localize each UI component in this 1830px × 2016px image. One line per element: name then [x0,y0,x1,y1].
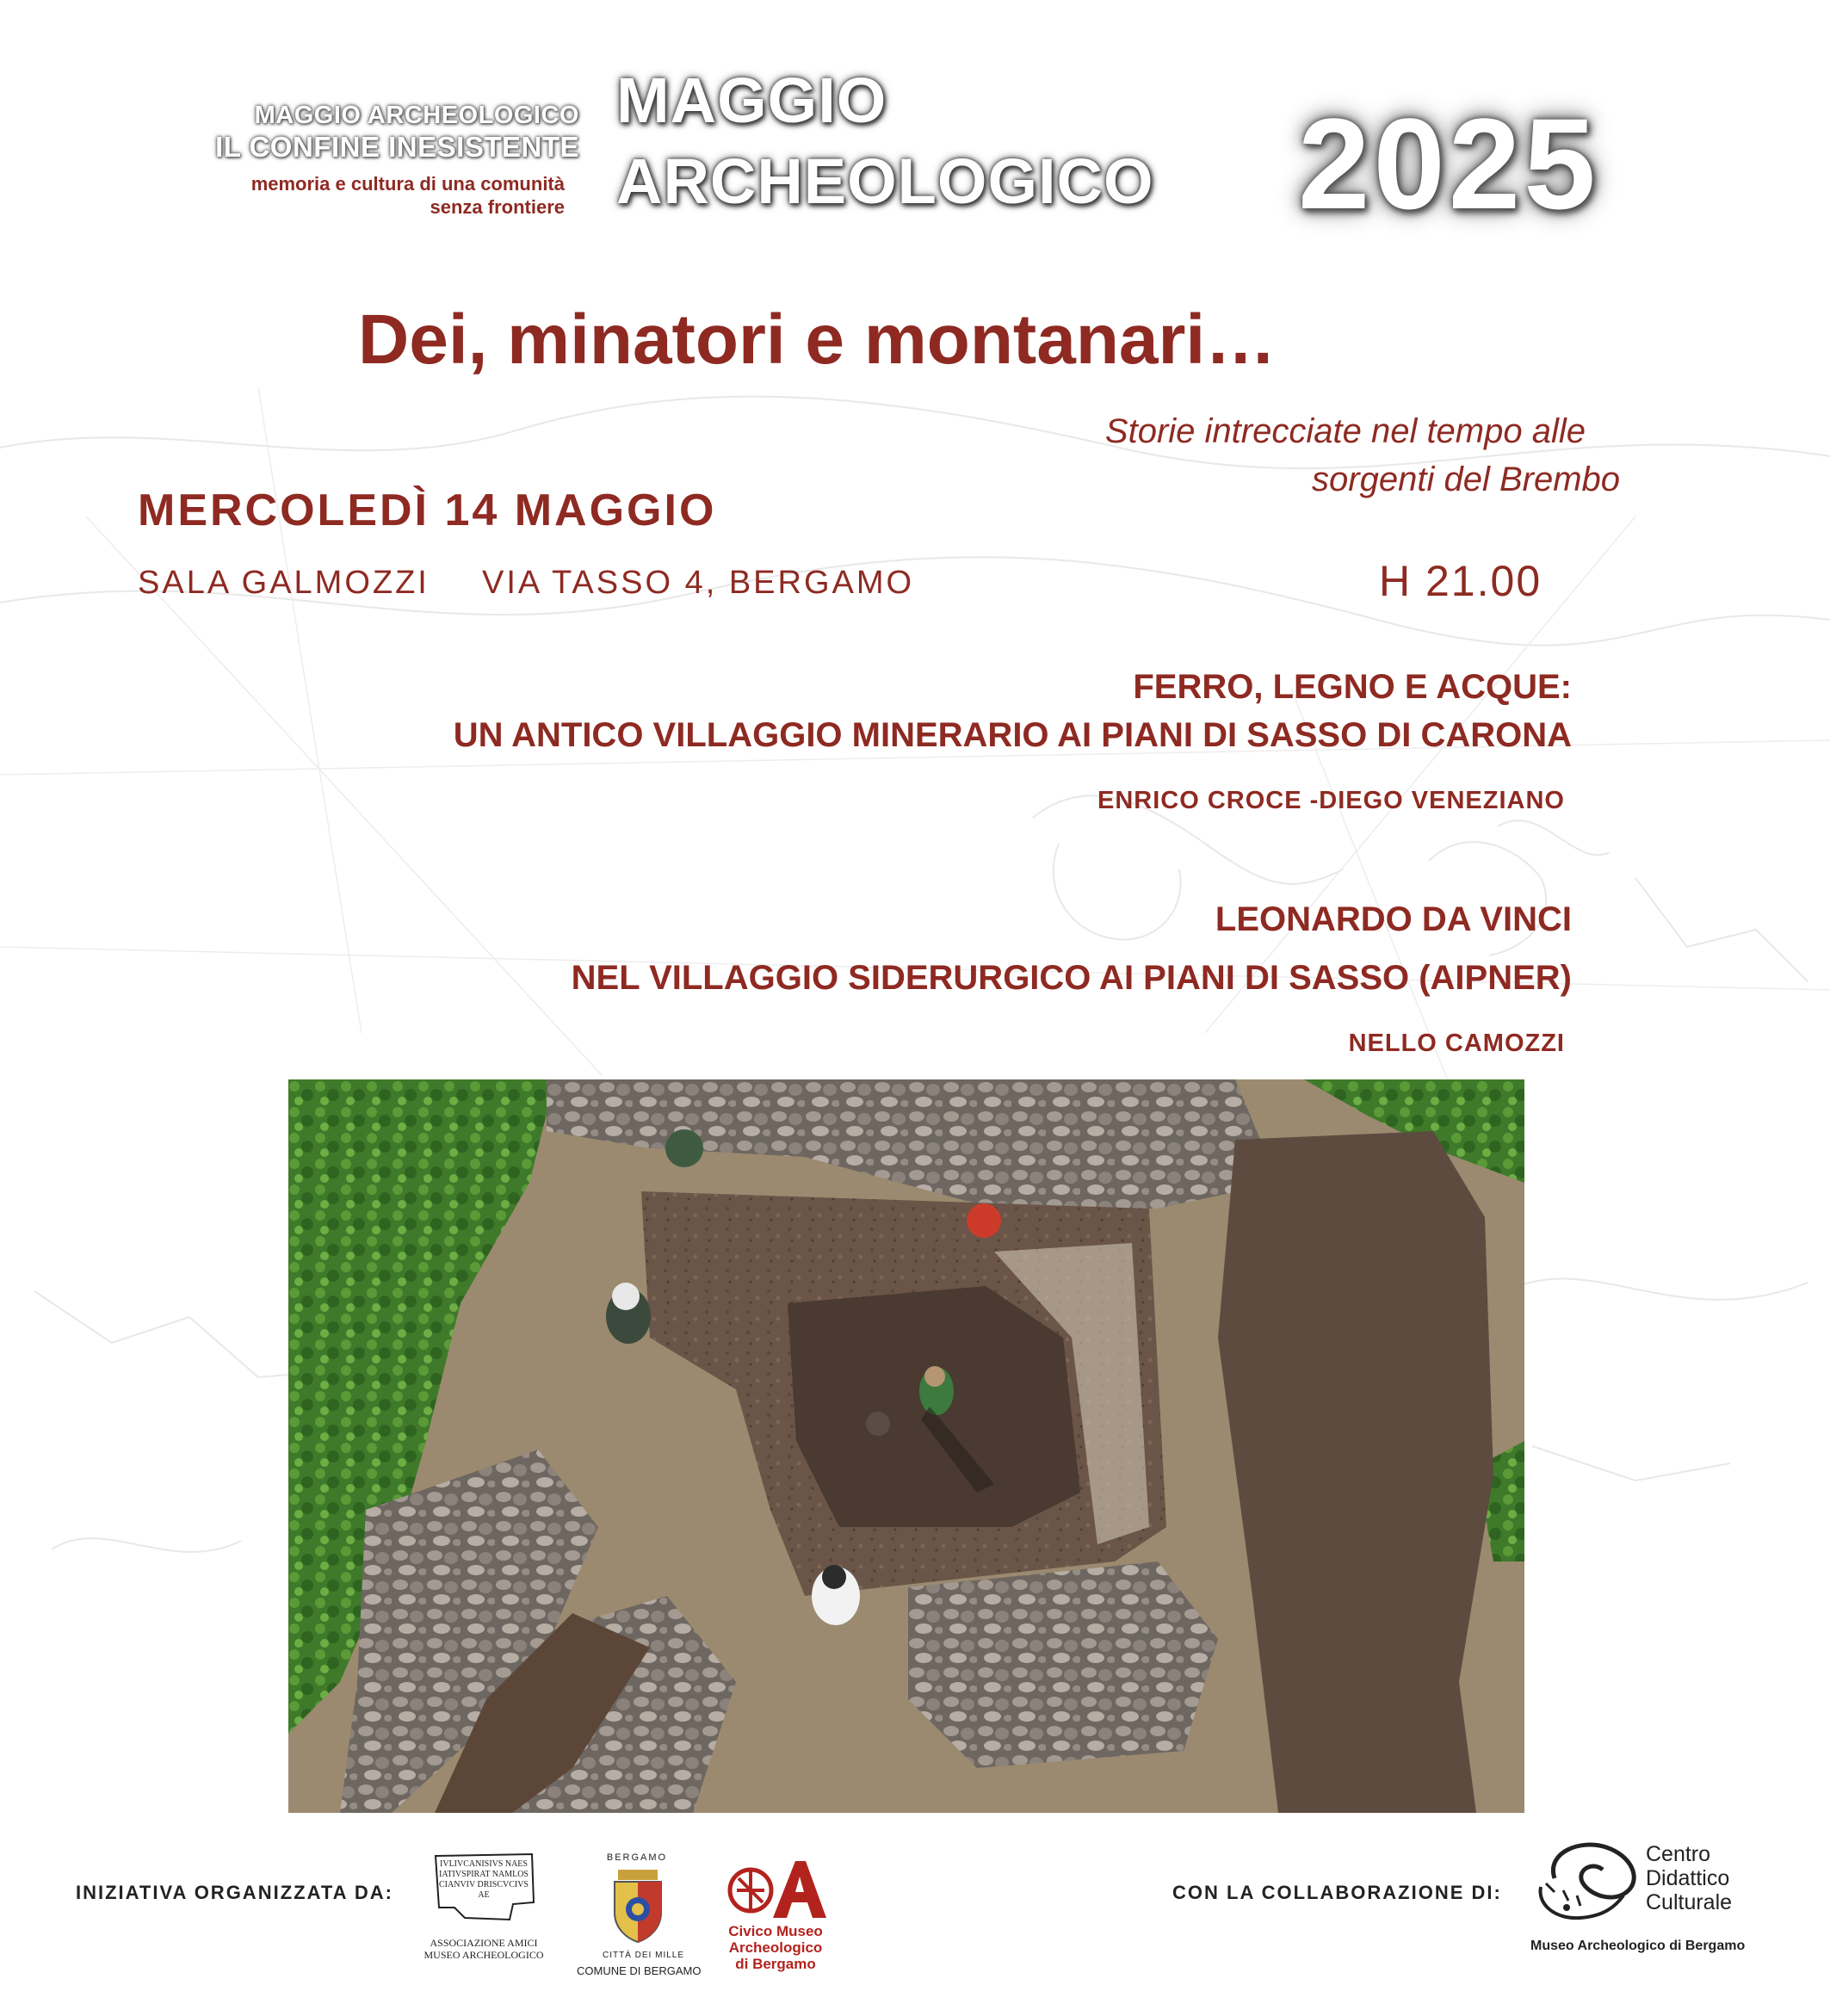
cdc-caption: Museo Archeologico di Bergamo [1530,1939,1746,1953]
coat-of-arms-icon [606,1868,670,1945]
header-big-maggio: MAGGIO [616,65,887,136]
museo-emblem-icon [720,1856,832,1921]
talk-1-title-1: FERRO, LEGNO E ACQUE: [1133,668,1572,706]
bergamo-logo-top: BERGAMO [606,1852,668,1863]
cdc-logo-graphic [1529,1835,1649,1930]
event-time: H 21.00 [1379,557,1543,605]
talk-2-title-1: LEONARDO DA VINCI [1215,900,1572,938]
museo-name-2: Archeologico [728,1939,823,1956]
event-address: VIA TASSO 4, BERGAMO [482,565,915,601]
amici-logo-inscription: IVLIVCANISIVS NAESIATIVSPIRAT NAMLOSCIANVIV DRISCVCIVSAE [439,1859,529,1900]
amici-logo-caption-2: MUSEO ARCHEOLOGICO [423,1949,544,1961]
event-subtitle-1: Storie intrecciate nel tempo alle [1104,412,1586,450]
civico-museo-logo [720,1856,832,1921]
header-small-title-2: IL CONFINE INESISTENTE [215,131,579,163]
organized-by-label: INIZIATIVA ORGANIZZATA DA: [76,1882,393,1903]
museo-name-3: di Bergamo [735,1956,816,1972]
event-subtitle-2: sorgenti del Brembo [1312,461,1620,498]
museo-name-1: Civico Museo [728,1923,823,1939]
amici-logo-caption-1: ASSOCIAZIONE AMICI [430,1937,538,1949]
header-tagline-2: senza frontiere [430,196,565,218]
excavation-photo [288,1079,1524,1813]
cdc-name-2: Didattico [1646,1866,1730,1890]
bergamo-logo-bottom: CITTÀ DEI MILLE [603,1951,685,1960]
header-small-title-1: MAGGIO ARCHEOLOGICO [254,102,579,129]
talk-2-title-2: NEL VILLAGGIO SIDERURGICO AI PIANI DI SASSO (AIPNER) [571,959,1572,997]
amici-museo-logo [430,1851,537,1937]
event-date: MERCOLEDÌ 14 MAGGIO [138,485,717,535]
talk-1-title-2: UN ANTICO VILLAGGIO MINERARIO AI PIANI DI SASSO DI CARONA [453,716,1572,754]
ram-head-icon [1529,1835,1649,1930]
bergamo-coat-of-arms [606,1868,670,1945]
header-tagline-1: memoria e cultura di una comunità [250,173,565,195]
talk-1-speakers: ENRICO CROCE -DIEGO VENEZIANO [1097,787,1565,814]
event-venue: SALA GALMOZZI [138,565,430,601]
header-year: 2025 [1298,91,1599,236]
cdc-name-1: Centro [1646,1842,1711,1866]
bergamo-logo-caption: COMUNE DI BERGAMO [577,1964,702,1977]
header-big-archeologico: ARCHEOLOGICO [616,145,1154,217]
excavation-illustration [288,1079,1524,1813]
collaboration-label: CON LA COLLABORAZIONE DI: [1172,1882,1502,1903]
cdc-name-3: Culturale [1646,1890,1733,1914]
talk-2-speakers: NELLO CAMOZZI [1348,1030,1565,1057]
event-title: Dei, minatori e montanari… [358,300,1277,379]
